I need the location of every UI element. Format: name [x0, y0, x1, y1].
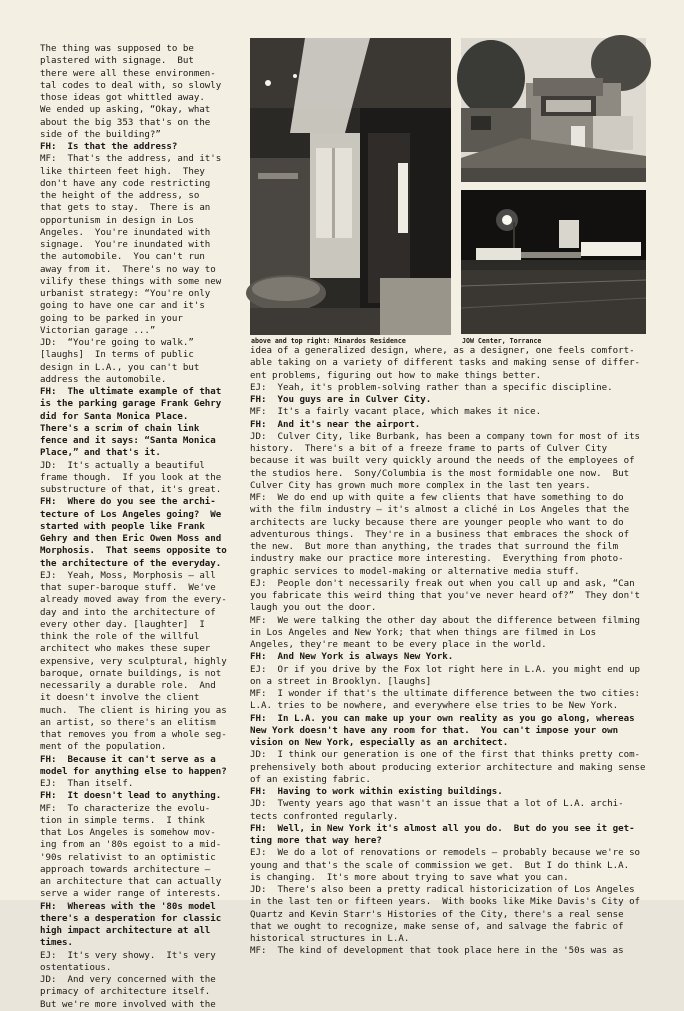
interview-line: side of the building?”	[40, 129, 161, 140]
interview-line: ostentatious.	[40, 962, 112, 973]
interview-line: The thing was supposed to be	[40, 44, 194, 54]
interview-line: an artist, so there's an elitism	[40, 717, 216, 728]
interview-line: times.	[40, 938, 73, 949]
interview-line: able taking on a variety of different tasks and making sense of differ-	[250, 358, 641, 369]
interview-line: FH: Because it can't serve as a	[40, 754, 216, 765]
interview-line: of an existing fabric.	[250, 774, 371, 785]
interview-line: EJ: People don't necessarily freak out when you call up and ask, “Can	[250, 578, 635, 589]
interview-line: FH: Is that the address?	[40, 142, 178, 152]
interview-line: in the last ten or fifteen years. With books like Mike Davis's City of	[250, 897, 641, 908]
interview-line: FH: Where do you see the archi-	[40, 497, 216, 508]
interview-line: Victorian garage ...”	[40, 325, 156, 336]
interview-line: MF: That's the address, and it's	[40, 154, 222, 165]
interview-line: with the film industry — it's almost a cliché in Los Angeles that the	[250, 505, 630, 516]
interview-line: vilify these things with some new	[40, 276, 222, 287]
interview-line: those ideas got whittled away.	[40, 93, 205, 103]
interview-line: the architecture of the everyday.	[40, 558, 222, 569]
interview-line: the new. But more than anything, the trades that surround the film	[250, 542, 619, 552]
interview-line: expensive, very sculptural, highly	[40, 656, 227, 667]
interview-line: EJ: We do a lot of renovations or remodels — probably because we're so	[250, 848, 641, 859]
interview-line: Place,” and that's it.	[40, 448, 161, 459]
interview-line: because it was built very quickly around the needs of the employees of	[250, 456, 635, 467]
interview-line: approach towards architecture —	[40, 864, 211, 875]
interview-line: JD: Culver City, like Burbank, has been a company town for most of its	[250, 431, 641, 442]
interview-line: that removes you from a whole seg-	[40, 730, 227, 740]
interview-line: think the role of the willful	[40, 632, 200, 642]
interview-line: ment of the population.	[40, 742, 167, 753]
interview-line: ing from an '80s egoist to a mid-	[40, 840, 222, 851]
interview-column-right	[250, 345, 646, 957]
house-exterior-photo	[461, 38, 646, 182]
interview-line: historical structures in L.A.	[250, 934, 410, 944]
interview-line: EJ: Than itself.	[40, 779, 134, 789]
interview-line: baroque, ornate buildings, is not	[40, 668, 222, 679]
interview-line: model for anything else to happen?	[40, 766, 227, 777]
interview-line: idea of a generalized design, where, as a designer, one feels comfort-	[250, 346, 635, 356]
interview-line: that Los Angeles is somehow mov-	[40, 828, 216, 838]
interview-line: JD: It's actually a beautiful	[40, 460, 205, 471]
interview-line: FH: In L.A. you can make up your own reality as you go along, whereas	[250, 713, 635, 724]
photo-caption-minardos: above and top right: Minardos Residence	[251, 337, 406, 345]
interview-line: FH: Well, in New York it's almost all you do. But do you see it get-	[250, 823, 635, 834]
interview-line: away from it. There's no way to	[40, 264, 216, 275]
interview-line: the studios here. Sony/Columbia is the most formidable one now. But	[250, 468, 630, 479]
interview-line: an architecture that can actually	[40, 877, 222, 887]
interview-line: JD: There's also been a pretty radical historicization of Los Angeles	[250, 885, 635, 895]
interview-line: opportunism in design in Los	[40, 215, 194, 226]
interview-column-left	[40, 43, 248, 1010]
interview-line: JD: Twenty years ago that wasn't an issue that a lot of L.A. archi-	[250, 799, 624, 810]
interview-line: you fabricate this weird thing that you've never heard of?” They don't	[250, 591, 641, 601]
bathroom-interior-image	[250, 38, 451, 335]
interview-line: frame though. If you look at the	[40, 472, 222, 483]
interview-line: urbanist strategy: “You're only	[40, 289, 211, 299]
interview-line: going to be parked in your	[40, 313, 183, 324]
interview-line: primacy of architecture itself.	[40, 987, 211, 998]
interview-line: Morphosis. That seems opposite to	[40, 546, 227, 557]
interview-line: FH: Whereas with the '80s model	[40, 901, 216, 912]
interview-line: We ended up asking, “Okay, what	[40, 105, 211, 116]
interview-line: started with people like Frank	[40, 521, 205, 532]
interview-line: MF: The kind of development that took place here in the '50s was as	[250, 946, 624, 957]
interview-line: MF: I wonder if that's the ultimate difference between the two cities:	[250, 689, 641, 699]
photo-caption-jow-center: JOW Center, Torrance	[462, 337, 542, 345]
interview-line: JD: “You're going to walk.”	[40, 338, 194, 348]
interview-line: necessarily a durable role. And	[40, 681, 216, 691]
interview-line: fence and it says: “Santa Monica	[40, 436, 216, 446]
interview-line: that we ought to recognize, make sense of, and salvage the fabric of	[250, 921, 624, 932]
interview-line: graphic services to model-making or alternative media stuff.	[250, 566, 580, 577]
interview-line: plastered with signage. But	[40, 56, 194, 67]
interview-line: industry make our practice more interesting. Everything from photo-	[250, 554, 624, 565]
interview-line: there were all these environmen-	[40, 68, 216, 79]
bathroom-interior-photo	[250, 38, 451, 335]
interview-line: EJ: Yeah, it's problem-solving rather than a specific discipline.	[250, 382, 613, 393]
interview-line: ting more that way here?	[250, 836, 382, 846]
interview-line: [laughs] In terms of public	[40, 350, 194, 361]
interview-line: architects are lucky because there are younger people who want to do	[250, 517, 624, 528]
interview-line: JD: I think our generation is one of the first that thinks pretty com-	[250, 750, 641, 761]
interview-line: There's a scrim of chain link	[40, 423, 200, 434]
interview-line: New York doesn't have any room for that. You can't impose your own	[250, 725, 619, 736]
interview-line: design in L.A., you can't but	[40, 362, 200, 373]
interview-line: on a street in Brooklyn. [laughs]	[250, 676, 432, 687]
interview-line: Quartz and Kevin Starr's Histories of the City, there's a real sense	[250, 909, 624, 920]
interview-line: that gets to stay. There is an	[40, 203, 211, 214]
interview-line: tecture of Los Angeles going? We	[40, 509, 222, 520]
interview-line: every other day. [laughter] I	[40, 619, 205, 630]
interview-line: history. There's a bit of a freeze frame to parts of Culver City	[250, 444, 608, 454]
interview-line: EJ: Yeah, Moss, Morphosis — all	[40, 570, 216, 581]
interview-line: high impact architecture at all	[40, 926, 211, 936]
interview-line: substructure of that, it's great.	[40, 485, 222, 495]
interview-line: FH: And New York is always New York.	[250, 652, 454, 663]
interview-line: Gehry and then Eric Owen Moss and	[40, 534, 222, 544]
interview-line: much. The client is hiring you as	[40, 705, 227, 716]
interview-line: prehensively both about producing exterior architecture and making sense	[250, 762, 646, 773]
interview-line: about the big 353 that's on the	[40, 117, 211, 128]
interview-line: laugh you out the door.	[250, 603, 377, 614]
interview-line: ent problems, figuring out how to make things better.	[250, 370, 542, 381]
interview-line: FH: And it's near the airport.	[250, 419, 421, 430]
interview-line: already moved away from the every-	[40, 595, 227, 606]
interview-line: in Los Angeles and New York; that when things are filmed in Los	[250, 627, 597, 638]
interview-line: architect who makes these super	[40, 644, 211, 655]
interview-line: MF: We do end up with quite a few clients that have something to do	[250, 493, 624, 503]
interview-line: tal codes to deal with, so slowly	[40, 80, 222, 91]
interview-line: adventurous things. They're in a business that embraces the shock of	[250, 529, 630, 540]
interview-line: FH: The ultimate example of that	[40, 387, 222, 397]
interview-line: MF: To characterize the evolu-	[40, 803, 211, 814]
jow-center-night-image	[461, 190, 646, 334]
jow-center-night-photo	[461, 190, 646, 334]
interview-line: Culver City has grown much more complex in the last ten years.	[250, 480, 591, 491]
interview-line: did for Santa Monica Place.	[40, 411, 189, 422]
interview-line: tion in simple terms. I think	[40, 815, 205, 826]
interview-line: signage. You're inundated with	[40, 240, 211, 250]
interview-line: is changing. It's more about trying to save what you can.	[250, 872, 569, 883]
interview-line: L.A. tries to be nowhere, and everywhere else tries to be New York.	[250, 701, 619, 712]
interview-line: is the parking garage Frank Gehry	[40, 399, 222, 410]
interview-line: EJ: Or if you drive by the Fox lot right here in L.A. you might end up	[250, 664, 641, 675]
interview-line: the height of the address, so	[40, 191, 200, 201]
interview-line: MF: It's a fairly vacant place, which makes it nice.	[250, 407, 542, 418]
interview-line: like thirteen feet high. They	[40, 166, 205, 177]
interview-line: Angeles. You're inundated with	[40, 227, 211, 238]
house-exterior-image	[461, 38, 646, 182]
interview-line: tects confronted regularly.	[250, 811, 399, 822]
interview-line: serve a wider range of interests.	[40, 889, 222, 900]
interview-line: vision on New York, especially as an architect.	[250, 738, 509, 748]
interview-line: don't have any code restricting	[40, 178, 211, 189]
interview-line: there's a desperation for classic	[40, 913, 222, 924]
interview-line: going to have one car and it's	[40, 301, 205, 312]
interview-line: '90s relativist to an optimistic	[40, 852, 216, 863]
interview-line: day and into the architecture of	[40, 607, 216, 618]
interview-line: the automobile. You can't run	[40, 252, 205, 263]
interview-line: it doesn't involve the client	[40, 693, 200, 704]
interview-line: address the automobile.	[40, 374, 167, 385]
interview-line: JD: And very concerned with the	[40, 975, 216, 985]
interview-line: FH: Having to work within existing buildings.	[250, 787, 503, 797]
interview-line: Angeles, they're meant to be every place in the world.	[250, 640, 547, 650]
interview-line: But we're more involved with the	[40, 999, 216, 1010]
interview-line: EJ: It's very showy. It's very	[40, 950, 216, 961]
interview-line: that super-baroque stuff. We've	[40, 583, 216, 593]
interview-line: FH: You guys are in Culver City.	[250, 395, 432, 405]
interview-line: FH: It doesn't lead to anything.	[40, 791, 222, 802]
interview-line: MF: We were talking the other day about the difference between filming	[250, 615, 641, 626]
interview-line: young and that's the scale of commission we get. But I do think L.A.	[250, 860, 630, 871]
